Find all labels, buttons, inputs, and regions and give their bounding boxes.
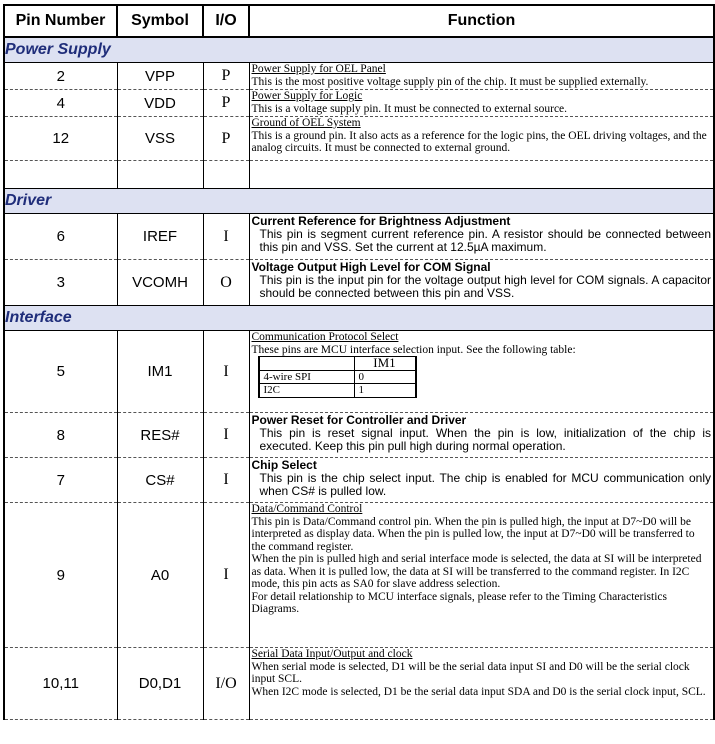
pin-function	[249, 413, 714, 458]
header-function: Function	[249, 5, 714, 37]
pin-symbol: VCOMH	[117, 260, 203, 306]
section-title: Interface	[4, 306, 714, 331]
pin-function	[249, 63, 714, 90]
pin-number: 10,11	[4, 648, 117, 720]
pin-symbol: RES#	[117, 413, 203, 458]
pin-number: 5	[4, 331, 117, 413]
function-title: Data/Command Control	[251, 503, 363, 515]
pin-io: I	[203, 458, 249, 503]
function-desc: This pin is Data/Command control pin. When the pin is pulled high, the input at D7~D0 will be interpreted as display data. When the pin is pulled low, the input at D7~D0 will be transferred to the command register.	[251, 515, 695, 553]
pin-function	[249, 503, 714, 648]
section-power-supply	[4, 37, 714, 63]
im-table-label: 4-wire SPI	[259, 370, 355, 384]
table-row	[4, 503, 714, 648]
table-row	[4, 214, 714, 260]
pin-number: 2	[4, 63, 117, 90]
pin-symbol: VDD	[117, 90, 203, 117]
function-desc: This is a voltage supply pin. It must be connected to external source.	[251, 102, 568, 115]
function-title: Ground of OEL System	[251, 117, 361, 129]
function-desc: For detail relationship to MCU interface signals, please refer to the Timing Characteristics Diagrams.	[251, 590, 667, 615]
function-title: Power Reset for Controller and Driver	[251, 413, 467, 427]
pin-function	[249, 648, 714, 720]
header-io: I/O	[203, 5, 249, 37]
table-row	[4, 90, 714, 117]
pin-io: P	[203, 90, 249, 117]
section-title: Driver	[4, 189, 714, 214]
pin-table	[3, 4, 715, 720]
function-title: Voltage Output High Level for COM Signal	[251, 260, 491, 274]
pin-description-sheet	[3, 4, 713, 720]
pin-symbol: IREF	[117, 214, 203, 260]
pin-symbol: IM1	[117, 331, 203, 413]
function-desc: These pins are MCU interface selection input. See the following table:	[251, 343, 576, 356]
interface-selection-table	[258, 356, 417, 398]
function-desc: When I2C mode is selected, D1 be the serial data input SDA and D0 is the serial clock input, SCL.	[251, 685, 706, 698]
function-desc: This pin is reset signal input. When the pin is low, initialization of the chip is executed. Keep this pin pull high during normal operation.	[259, 426, 711, 453]
section-driver	[4, 189, 714, 214]
function-desc: This is the most positive voltage supply pin of the chip. It must be supplied externally.	[251, 75, 649, 88]
header-symbol: Symbol	[117, 5, 203, 37]
function-desc: When serial mode is selected, D1 will be the serial data input SI and D0 will be the serial clock input SCL.	[251, 660, 690, 685]
pin-io: I	[203, 503, 249, 648]
function-desc: This pin is segment current reference pin. A resistor should be connected between this pin and VSS. Set the current at 12.5µA maximum.	[259, 227, 711, 254]
pin-number: 6	[4, 214, 117, 260]
im-table-value: 1	[354, 384, 416, 398]
table-row	[4, 331, 714, 413]
pin-function	[249, 90, 714, 117]
header-pin-number: Pin Number	[4, 5, 117, 37]
function-title: Communication Protocol Select	[251, 331, 399, 343]
section-interface	[4, 306, 714, 331]
pin-io: I/O	[203, 648, 249, 720]
table-header-row	[4, 5, 714, 37]
pin-number: 8	[4, 413, 117, 458]
pin-symbol: A0	[117, 503, 203, 648]
pin-symbol: CS#	[117, 458, 203, 503]
table-row	[4, 117, 714, 161]
function-desc: This pin is the chip select input. The chip is enabled for MCU communication only when CS# is pulled low.	[259, 471, 711, 498]
function-title: Power Supply for Logic	[251, 90, 363, 102]
function-title: Current Reference for Brightness Adjustment	[251, 214, 511, 228]
pin-function	[249, 458, 714, 503]
table-row	[4, 413, 714, 458]
function-desc: This pin is the input pin for the voltage output high level for COM signals. A capacitor should be connected between this pin and VSS.	[259, 273, 711, 300]
pin-io: P	[203, 63, 249, 90]
table-row	[4, 458, 714, 503]
table-row	[4, 260, 714, 306]
pin-io: I	[203, 413, 249, 458]
pin-io: P	[203, 117, 249, 161]
im-table-header: IM1	[354, 357, 416, 371]
function-desc: When the pin is pulled high and serial interface mode is selected, the data at SI will be interpreted as data. When it is pulled low, the data at SI will be transferred to the command register. In I2C mode, this pin acts as SA0 for slave address selection.	[251, 553, 702, 590]
im-table-value: 0	[354, 370, 416, 384]
pin-function	[249, 260, 714, 306]
function-title: Serial Data Input/Output and clock	[251, 648, 413, 660]
pin-function	[249, 331, 714, 413]
pin-number: 3	[4, 260, 117, 306]
pin-io: O	[203, 260, 249, 306]
im-table-label: I2C	[259, 384, 355, 398]
section-title: Power Supply	[4, 37, 714, 63]
pin-function	[249, 117, 714, 161]
function-title: Chip Select	[251, 458, 317, 472]
function-desc: This is a ground pin. It also acts as a reference for the logic pins, the OEL driving voltages, and the analog circuits. It must be connected to external ground.	[251, 129, 707, 154]
pin-number: 12	[4, 117, 117, 161]
pin-symbol: VPP	[117, 63, 203, 90]
function-title: Power Supply for OEL Panel	[251, 63, 386, 75]
pin-io: I	[203, 331, 249, 413]
pin-function	[249, 214, 714, 260]
table-row	[4, 63, 714, 90]
pin-number: 9	[4, 503, 117, 648]
pin-io: I	[203, 214, 249, 260]
pin-symbol: VSS	[117, 117, 203, 161]
pin-number: 4	[4, 90, 117, 117]
pin-number: 7	[4, 458, 117, 503]
empty-row	[4, 161, 714, 189]
pin-symbol: D0,D1	[117, 648, 203, 720]
table-row	[4, 648, 714, 720]
